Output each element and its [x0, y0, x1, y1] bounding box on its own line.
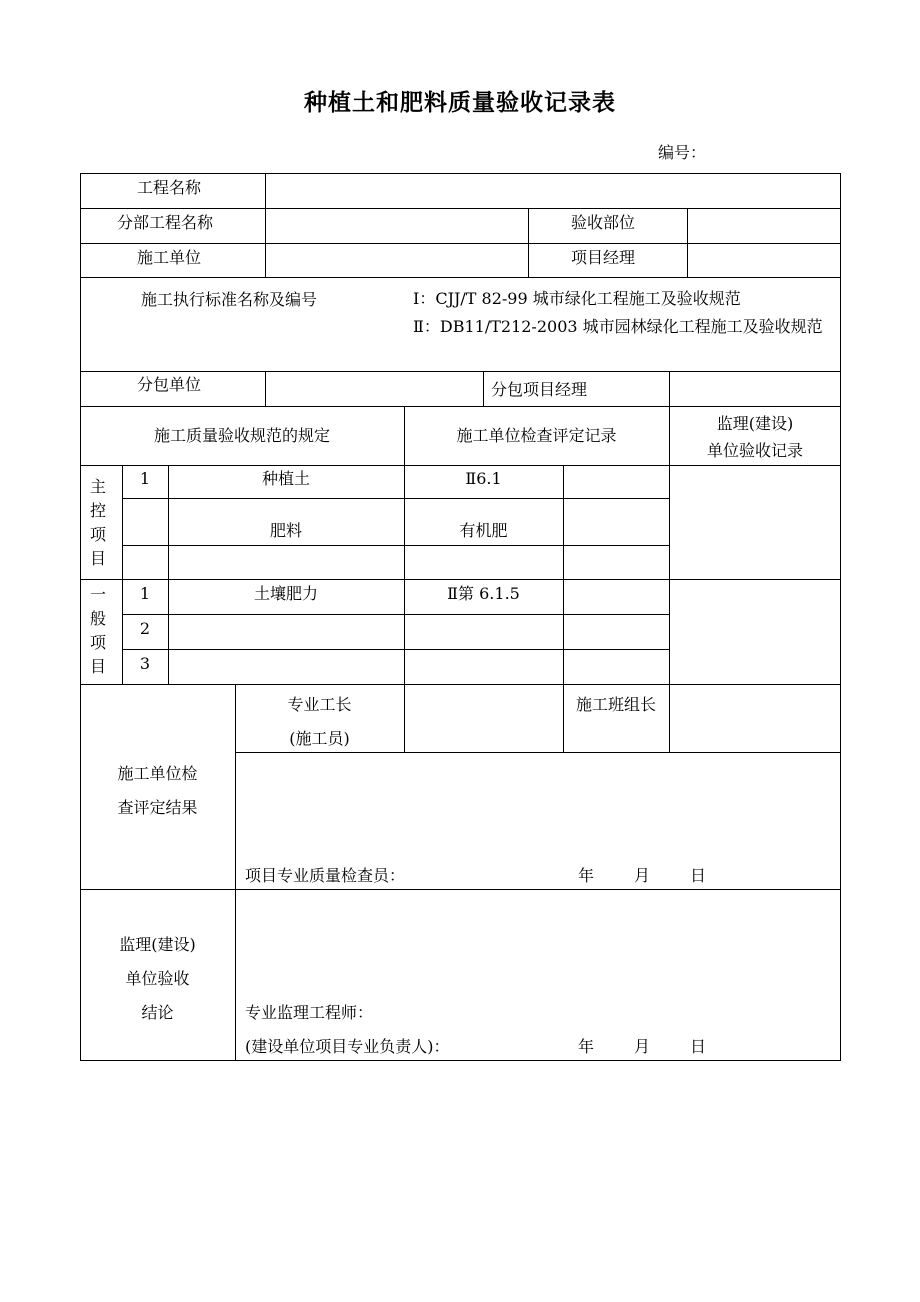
project-name-label: 工程名称	[137, 178, 202, 197]
main-item-name: 种植土	[261, 469, 310, 488]
standard-list	[413, 285, 833, 341]
result-label-line1: 施工单位检	[117, 764, 198, 783]
unit-check-record-header: 施工单位检查评定记录	[456, 426, 617, 445]
conclusion-month-label: 月	[634, 1037, 651, 1056]
subcontract-manager-label: 分包项目经理	[491, 380, 588, 399]
conclusion-label-line2: 单位验收	[125, 969, 190, 988]
standard-label: 施工执行标准名称及编号	[141, 290, 318, 309]
conclusion-day-label: 日	[690, 1037, 707, 1056]
standard-item-1: Ⅰ：CJJ/T 82-99 城市绿化工程施工及验收规范	[413, 289, 741, 308]
inspector-signature-label: 项目专业质量检查员：	[245, 866, 406, 885]
sub-project-name-label: 分部工程名称	[117, 213, 214, 232]
main-items-category: 主 控 项 目	[89, 477, 106, 568]
foreman-label-line1: 专业工长	[287, 695, 352, 714]
result-label-line2: 查评定结果	[117, 798, 198, 817]
main-item-name: 肥料	[269, 521, 302, 540]
conclusion-label-line3: 结论	[141, 1003, 174, 1022]
supervision-record-header-line2: 单位验收记录	[706, 441, 803, 460]
spec-rules-header: 施工质量验收规范的规定	[153, 426, 330, 445]
standard-item-2: Ⅱ：DB11/T212-2003 城市园林绿化工程施工及验收规范	[413, 317, 823, 336]
result-year-label: 年	[578, 866, 595, 885]
general-item-name: 土壤肥力	[253, 584, 318, 603]
acceptance-form	[80, 173, 841, 1061]
general-items-category: 一 般 项 目	[89, 585, 106, 676]
page-title: 种植土和肥料质量验收记录表	[304, 89, 616, 116]
result-day-label: 日	[690, 866, 707, 885]
supervision-record-header-line1: 监理(建设)	[716, 414, 794, 433]
acceptance-part-label: 验收部位	[571, 213, 636, 232]
general-item-no: 3	[139, 654, 151, 673]
result-month-label: 月	[634, 866, 651, 885]
foreman-label-line2: (施工员)	[289, 729, 350, 748]
number-label: 编号：	[658, 143, 707, 162]
conclusion-year-label: 年	[578, 1037, 595, 1056]
project-manager-label: 项目经理	[571, 248, 636, 267]
main-item-no: 1	[139, 469, 151, 488]
main-item-clause: 有机肥	[459, 521, 508, 540]
main-item-clause: Ⅱ6.1	[465, 469, 502, 488]
general-item-no: 1	[139, 584, 151, 603]
conclusion-label-line1: 监理(建设)	[119, 935, 196, 954]
construction-unit-label: 施工单位	[137, 248, 202, 267]
team-leader-label: 施工班组长	[575, 695, 656, 714]
subcontract-unit-label: 分包单位	[137, 375, 202, 394]
general-item-clause: Ⅱ第 6.1.5	[447, 584, 520, 603]
owner-rep-signature-label: (建设单位项目专业负责人)：	[245, 1037, 450, 1056]
general-item-no: 2	[139, 619, 151, 638]
engineer-signature-label: 专业监理工程师：	[245, 1003, 374, 1022]
